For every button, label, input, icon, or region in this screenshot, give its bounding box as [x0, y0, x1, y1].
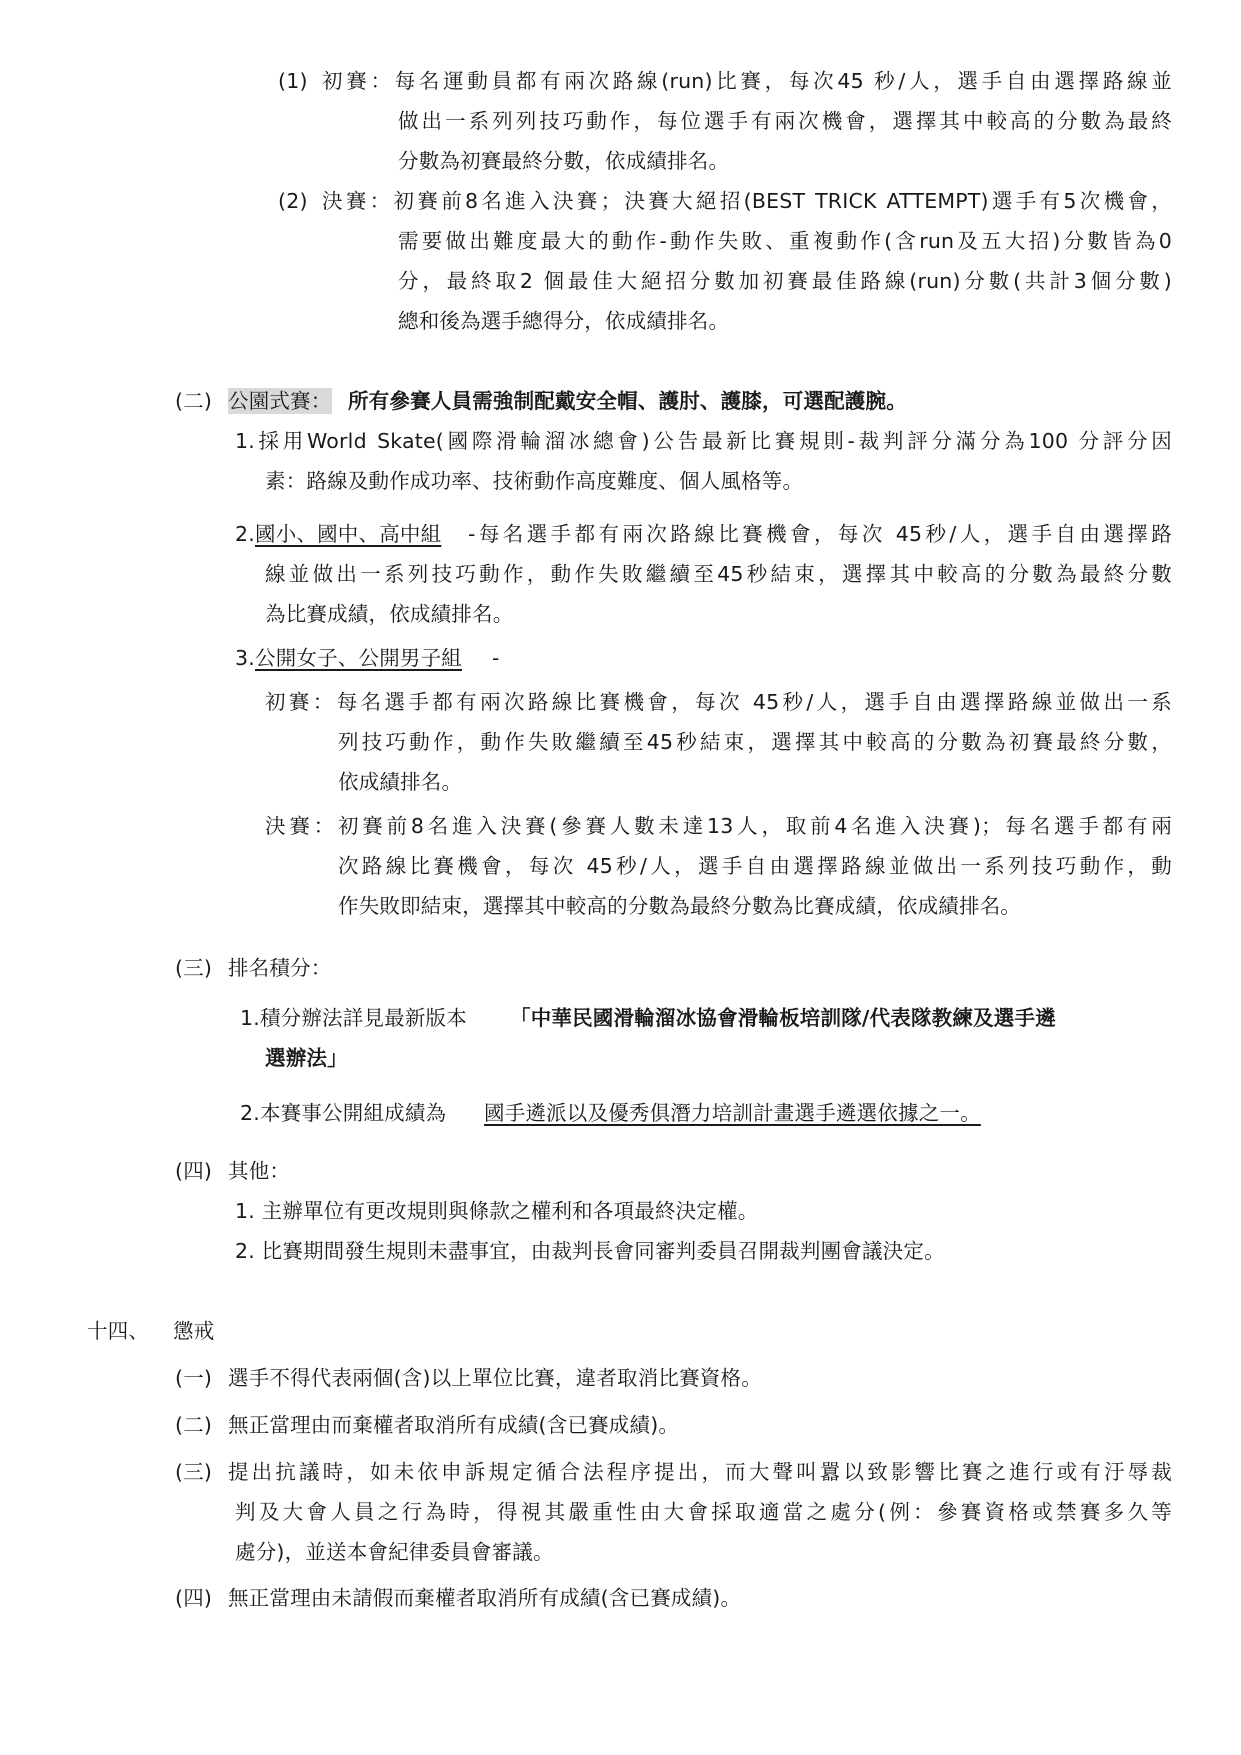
ranking-item-1-lead: 1.積分辦法詳見最新版本 [240, 1006, 467, 1030]
chapter-number-14: 十四、 [87, 1319, 150, 1343]
park-rule-2-group: 國小、國中、高中組 [255, 522, 442, 546]
park-prelim-line-3: 依成績排名。 [338, 770, 463, 794]
section-number-2: (二) [175, 389, 213, 413]
section-number-3: (三) [175, 956, 213, 980]
park-rule-3-number: 3. [235, 646, 255, 670]
final-line-1: 決賽：初賽前8名進入決賽；決賽大絕招(BEST TRICK ATTEMPT)選手有5次機會， [322, 189, 1172, 213]
park-heading: 公園式賽： [228, 389, 332, 413]
item-number-2: (2) [278, 189, 308, 213]
park-safety-rule: 所有參賽人員需強制配戴安全帽、護肘、護膝，可選配護腕。 [348, 389, 907, 413]
park-final-line-2: 次路線比賽機會，每次 45秒/人，選手自由選擇路線並做出一系列技巧動作，動 [338, 854, 1172, 878]
park-final-line-1: 決賽：初賽前8名進入決賽(參賽人數未達13人，取前4名進入決賽)；每名選手都有兩 [265, 814, 1172, 838]
other-item-2: 2. 比賽期間發生規則未盡事宜，由裁判長會同審判委員召開裁判團會議決定。 [235, 1239, 945, 1263]
final-line-4: 總和後為選手總得分，依成績排名。 [398, 309, 730, 333]
prelim-line-1: 初賽：每名運動員都有兩次路線(run)比賽，每次45 秒/人，選手自由選擇路線並 [322, 69, 1172, 93]
ranking-item-1-title: 「中華民國滑輪溜冰協會滑輪板培訓隊/代表隊教練及選手遴 [510, 1006, 1056, 1030]
park-prelim-line-2: 列技巧動作，動作失敗繼續至45秒結束，選擇其中較高的分數為初賽最終分數， [338, 730, 1172, 754]
park-rule-2-line-2: 線並做出一系列技巧動作，動作失敗繼續至45秒結束，選擇其中較高的分數為最終分數 [265, 562, 1172, 586]
park-final-line-3: 作失敗即結束，選擇其中較高的分數為最終分數為比賽成績，依成績排名。 [338, 894, 1022, 918]
park-rule-1-line-2: 素：路線及動作成功率、技術動作高度難度、個人風格等。 [265, 469, 804, 493]
final-line-3: 分，最終取2 個最佳大絕招分數加初賽最佳路線(run)分數(共計3個分數) [398, 269, 1172, 293]
other-item-1: 1. 主辦單位有更改規則與條款之權利和各項最終決定權。 [235, 1199, 759, 1223]
park-rule-2-number: 2. [235, 522, 255, 546]
ranking-item-1-title-end: 選辦法」 [265, 1046, 348, 1070]
penalty-item-3-line-2: 判及大會人員之行為時，得視其嚴重性由大會採取適當之處分(例：參賽資格或禁賽多久等 [235, 1500, 1172, 1524]
penalty-number-2: (二) [175, 1413, 213, 1437]
penalty-item-1: 選手不得代表兩個(含)以上單位比賽，違者取消比賽資格。 [228, 1366, 762, 1390]
ranking-item-2-lead: 2.本賽事公開組成績為 [240, 1101, 447, 1125]
section-number-4: (四) [175, 1159, 213, 1183]
park-rule-2-line-3: 為比賽成績，依成績排名。 [265, 602, 514, 626]
prelim-line-2: 做出一系列列技巧動作，每位選手有兩次機會，選擇其中較高的分數為最終 [398, 109, 1172, 133]
park-prelim-line-1: 初賽：每名選手都有兩次路線比賽機會，每次 45秒/人，選手自由選擇路線並做出一系 [265, 690, 1172, 714]
item-number-1: (1) [278, 69, 308, 93]
park-rule-1-line-1: 1.採用World Skate(國際滑輪溜冰總會)公告最新比賽規則-裁判評分滿分為100 分評分因 [235, 429, 1172, 453]
park-rule-2-line-1: -每名選手都有兩次路線比賽機會，每次 45秒/人，選手自由選擇路 [468, 522, 1172, 546]
penalty-item-2: 無正當理由而棄權者取消所有成績(含已賽成績)。 [228, 1413, 680, 1437]
park-rule-3-group: 公開女子、公開男子組 [255, 646, 462, 670]
penalty-item-3-line-3: 處分)，並送本會紀律委員會審議。 [235, 1540, 554, 1564]
other-heading: 其他： [228, 1159, 291, 1183]
prelim-line-3: 分數為初賽最終分數，依成績排名。 [398, 149, 730, 173]
ranking-heading: 排名積分： [228, 956, 332, 980]
ranking-item-2-underlined: 國手遴派以及優秀俱潛力培訓計畫選手遴選依據之一。 [484, 1101, 981, 1125]
park-rule-3-dash: - [492, 646, 500, 670]
final-line-2: 需要做出難度最大的動作-動作失敗、重複動作(含run及五大招)分數皆為0 [398, 229, 1172, 253]
penalty-number-4: (四) [175, 1586, 213, 1610]
penalty-number-1: (一) [175, 1366, 213, 1390]
penalty-item-4: 無正當理由未請假而棄權者取消所有成績(含已賽成績)。 [228, 1586, 742, 1610]
penalty-number-3: (三) [175, 1460, 213, 1484]
penalty-heading: 懲戒 [173, 1319, 215, 1343]
penalty-item-3-line-1: 提出抗議時，如未依申訴規定循合法程序提出，而大聲叫囂以致影響比賽之進行或有汙辱裁 [228, 1460, 1172, 1484]
